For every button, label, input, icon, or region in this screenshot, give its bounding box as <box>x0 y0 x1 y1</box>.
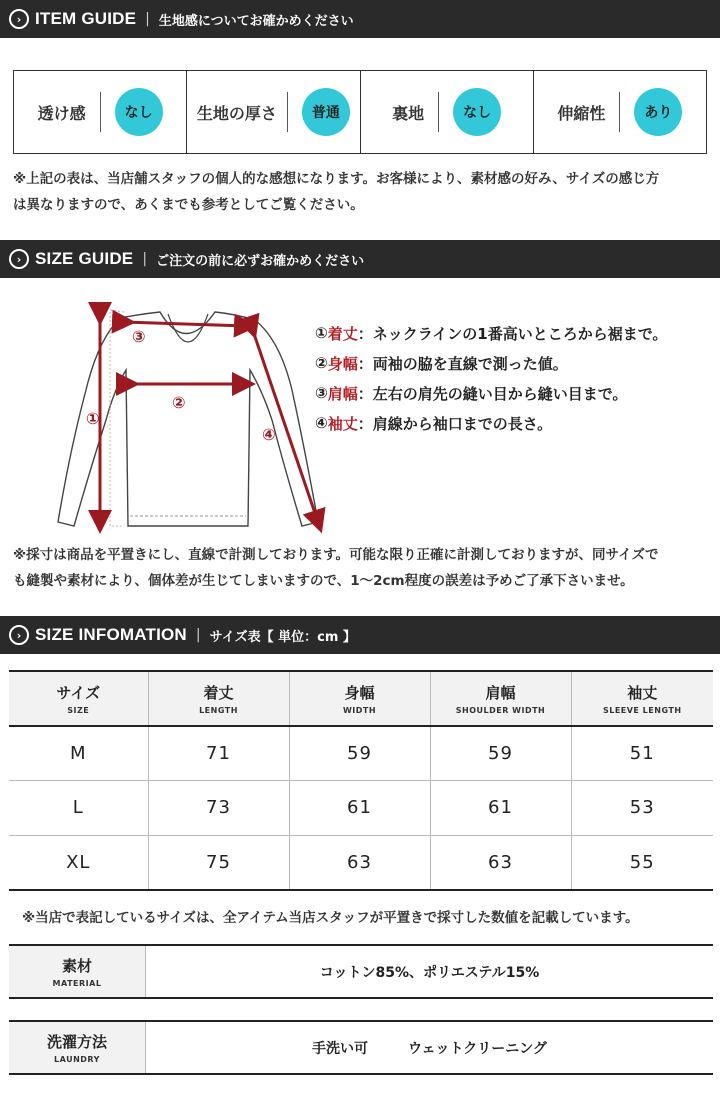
shirt-measurement-diagram <box>40 300 330 540</box>
size-info-header: › SIZE INFOMATION | サイズ表【 単位：cm 】 <box>0 616 720 654</box>
column-header-sleeve: 袖丈 SLEEVE LENGTH <box>571 671 713 726</box>
laundry-value: 手洗い可 ウェットクリーニング <box>312 1040 547 1057</box>
column-header-shoulder: 肩幅 SHOULDER WIDTH <box>430 671 571 726</box>
legend-row: ② 身幅 ：両袖の脇を直線で測った値。 <box>315 354 568 373</box>
guide-cell-stretch <box>534 71 706 153</box>
fabric-guide-box <box>13 70 707 154</box>
item-guide-subtitle: 生地感についてお確かめください <box>158 13 354 29</box>
item-guide-note: ※上記の表は、当店舗スタッフの個人的な感想になります。お客様により、素材感の好み、サイズの感じ方 は異なりますので、あくまでも参考としてご覧ください。 <box>13 171 660 213</box>
marker-width: ② <box>172 393 186 412</box>
size-info-note: ※当店で表記しているサイズは、全アイテム当店スタッフが平置きで採寸した数値を記載しています。 <box>22 910 639 926</box>
guide-badge: 普通 <box>302 88 350 136</box>
column-header-length: 着丈 LENGTH <box>148 671 289 726</box>
table-row: L 73 61 61 53 <box>9 781 713 836</box>
laundry-row <box>9 1020 713 1075</box>
column-header-width: 身幅 WIDTH <box>289 671 430 726</box>
size-guide-note: ※採寸は商品を平置きにし、直線で計測しております。可能な限り正確に計測しておりますが、同サイズで も縫製や素材により、個体差が生じてしまいますので、1〜2cm程度の誤差は予めご了承下さいませ。 <box>13 547 659 589</box>
guide-cell-lining <box>361 71 534 153</box>
column-header-size: サイズ SIZE <box>9 671 148 726</box>
marker-sleeve: ④ <box>262 425 276 444</box>
size-info-title: SIZE INFOMATION <box>35 625 187 644</box>
chevron-right-icon: › <box>9 249 29 269</box>
laundry-label: 洗濯方法 LAUNDRY <box>9 1022 146 1073</box>
material-row <box>9 944 713 999</box>
chevron-right-icon: › <box>9 625 29 645</box>
guide-cell-transparency <box>14 71 187 153</box>
guide-label: 伸縮性 <box>557 103 606 123</box>
chevron-right-icon: › <box>9 9 29 29</box>
guide-cell-thickness <box>187 71 360 153</box>
guide-label: 透け感 <box>37 103 86 123</box>
size-guide-title: SIZE GUIDE <box>35 249 134 268</box>
material-label: 素材 MATERIAL <box>9 946 146 997</box>
table-row: XL 75 63 63 55 <box>9 835 713 890</box>
legend-row: ④ 袖丈 ：肩線から袖口までの長さ。 <box>315 414 553 433</box>
material-value: コットン85%、ポリエステル15% <box>319 964 540 981</box>
measurement-legend <box>315 318 667 438</box>
marker-shoulder: ③ <box>132 327 146 346</box>
guide-badge: なし <box>115 88 163 136</box>
guide-label: 裏地 <box>392 103 425 123</box>
table-row: M 71 59 59 51 <box>9 726 713 781</box>
guide-badge: なし <box>453 88 501 136</box>
item-guide-header: › ITEM GUIDE | 生地感についてお確かめください <box>0 0 720 38</box>
size-guide-subtitle: ご注文の前に必ずお確かめください <box>156 253 365 269</box>
guide-label: 生地の厚さ <box>196 103 277 123</box>
legend-row: ③ 肩幅 ：左右の肩先の縫い目から縫い目まで。 <box>315 384 628 403</box>
marker-length: ① <box>86 409 100 428</box>
size-table <box>9 670 713 891</box>
guide-badge: あり <box>634 88 682 136</box>
legend-row: ① 着丈 ：ネックラインの1番高いところから裾まで。 <box>315 324 668 343</box>
size-guide-header: › SIZE GUIDE | ご注文の前に必ずお確かめください <box>0 240 720 278</box>
item-guide-title: ITEM GUIDE <box>35 9 137 28</box>
size-info-subtitle: サイズ表【 単位：cm 】 <box>209 629 356 645</box>
size-table-header-row <box>9 671 713 726</box>
